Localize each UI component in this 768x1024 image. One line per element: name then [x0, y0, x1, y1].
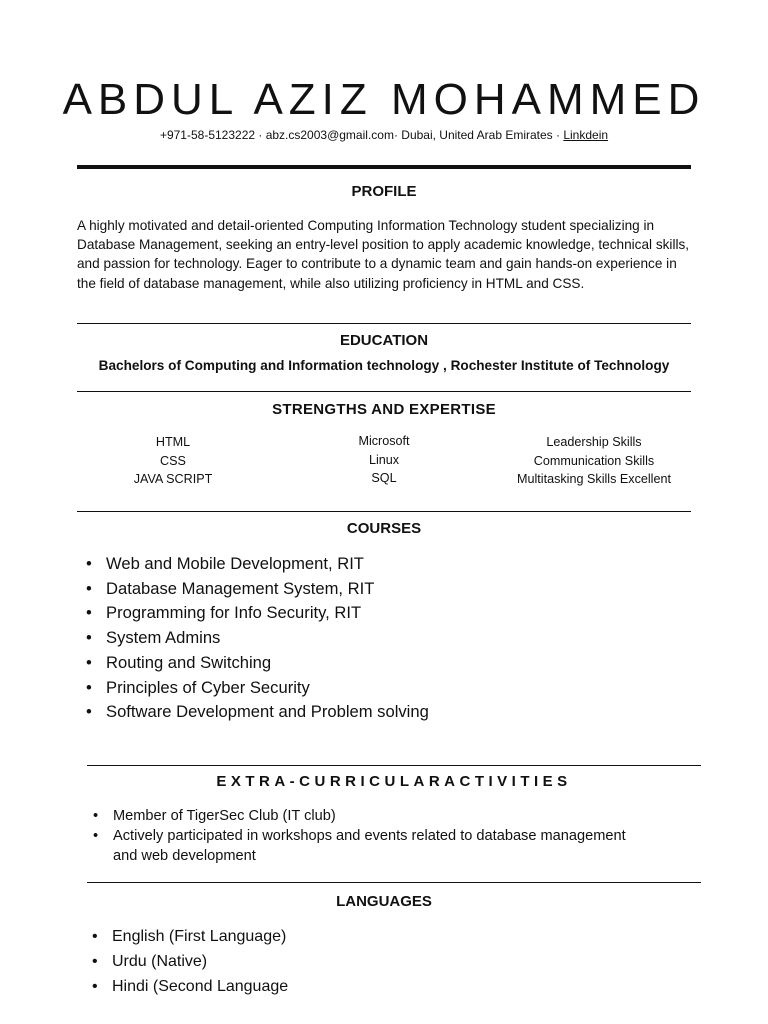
extracurricular-heading: EXTRA-CURRICULARACTIVITIES: [216, 773, 572, 790]
profile-text: A highly motivated and detail-oriented Computing Information Technology student specializing in Database Management, seeking an entry-level position to apply academic knowledge, technical skills, and passion for technology. Eager to contribute to a dynamic team and gain hands-on experience in the field of database management, while also utilizing proficiency in HTML and CSS.: [77, 218, 690, 291]
header-divider: [77, 165, 691, 169]
skills-column-soft: [494, 433, 694, 489]
list-item: • Urdu (Native): [112, 949, 288, 974]
profile-heading: PROFILE: [351, 183, 417, 200]
skill-item: JAVA SCRIPT: [133, 472, 213, 486]
section-divider: [77, 511, 691, 512]
list-item: • Programming for Info Security, RIT: [106, 601, 429, 626]
skill-item: CSS: [160, 453, 186, 468]
skill-item: SQL: [371, 471, 397, 485]
skill-item: Leadership Skills: [546, 435, 642, 449]
list-item: • Software Development and Problem solving: [106, 700, 429, 725]
section-divider: [77, 323, 691, 324]
extracurricular-list: [113, 806, 633, 866]
education-entry: Bachelors of Computing and Information technology , Rochester Institute of Technology: [98, 358, 670, 373]
courses-list: [106, 552, 429, 725]
list-item: • Routing and Switching: [106, 651, 429, 676]
list-item: • Web and Mobile Development, RIT: [106, 552, 429, 577]
skill-item: Microsoft: [358, 434, 410, 448]
list-item: • Member of TigerSec Club (IT club): [113, 806, 633, 826]
linkedin-link[interactable]: Linkdein: [563, 128, 609, 142]
list-item: • Actively participated in workshops and events related to database management and web development: [113, 826, 633, 866]
contact-line: [0, 128, 768, 142]
section-divider: [87, 765, 701, 766]
list-item: • System Admins: [106, 626, 429, 651]
education-heading: EDUCATION: [339, 332, 429, 349]
skill-item: Communication Skills: [533, 453, 655, 468]
courses-heading: COURSES: [346, 520, 422, 537]
languages-list: [112, 924, 288, 1000]
candidate-name: ABDUL AZIZ MOHAMMED: [62, 75, 706, 124]
section-divider: [77, 391, 691, 392]
skill-item: HTML: [155, 435, 191, 449]
list-item: • Database Management System, RIT: [106, 577, 429, 602]
contact-details: +971-58-5123222 · abz.cs2003@gmail.com· Dubai, United Arab Emirates ·: [159, 128, 564, 142]
skill-item: Multitasking Skills Excellent: [517, 472, 671, 486]
section-divider: [87, 882, 701, 883]
list-item: • English (First Language): [112, 924, 288, 949]
list-item: • Hindi (Second Language: [112, 974, 288, 999]
skills-column-web: [93, 433, 253, 489]
skills-column-systems: [304, 432, 464, 488]
list-item: • Principles of Cyber Security: [106, 676, 429, 701]
skill-item: Linux: [368, 452, 400, 467]
strengths-heading: STRENGTHS AND EXPERTISE: [272, 401, 496, 418]
languages-heading: LANGUAGES: [336, 893, 432, 910]
